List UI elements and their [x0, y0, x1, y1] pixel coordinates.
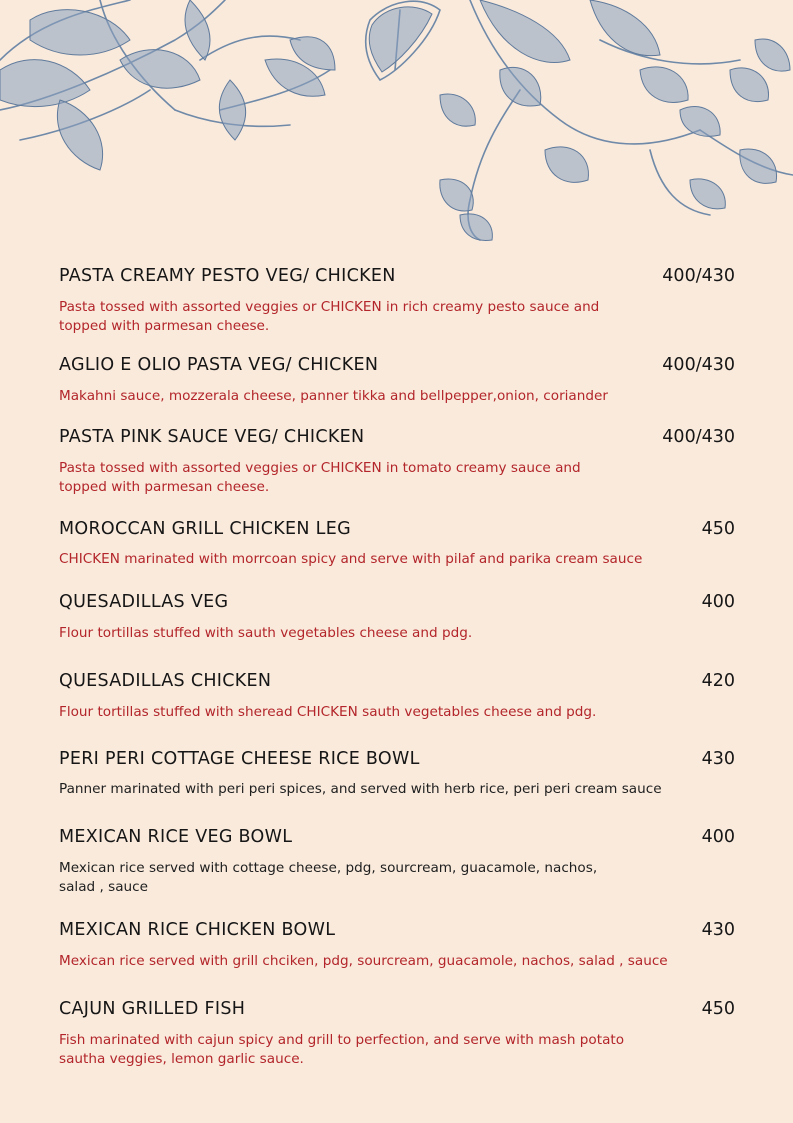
item-description: Fish marinated with cajun spicy and grill to perfection, and serve with mash potato sautha veggies, lemon garlic sauce. [59, 1032, 625, 1067]
item-description: Flour tortillas stuffed with sauth vegetables cheese and pdg. [59, 625, 473, 641]
item-name: QUESADILLAS VEG [59, 592, 229, 612]
item-description: Mexican rice served with cottage cheese, pdg, sourcream, guacamole, nachos, salad , sauce [59, 860, 598, 895]
item-price: 450 [701, 999, 735, 1019]
item-price: 400/430 [662, 427, 735, 447]
item-price: 400/430 [662, 355, 735, 375]
item-description: Flour tortillas stuffed with sheread CHICKEN sauth vegetables cheese and pdg. [59, 704, 597, 720]
item-description: Pasta tossed with assorted veggies or CHICKEN in rich creamy pesto sauce and topped with parmesan cheese. [59, 299, 600, 334]
item-name: MEXICAN RICE VEG BOWL [59, 827, 293, 847]
item-price: 430 [701, 920, 735, 940]
item-description: Panner marinated with peri peri spices, and served with herb rice, peri peri cream sauce [59, 781, 662, 797]
item-name: PASTA CREAMY PESTO VEG/ CHICKEN [59, 266, 396, 286]
item-name: QUESADILLAS CHICKEN [59, 671, 272, 691]
floral-illustration-icon [0, 0, 793, 250]
item-name: PERI PERI COTTAGE CHEESE RICE BOWL [59, 749, 420, 769]
item-description: CHICKEN marinated with morrcoan spicy and serve with pilaf and parika cream sauce [59, 551, 643, 567]
item-description: Pasta tossed with assorted veggies or CHICKEN in tomato creamy sauce and topped with parmesan cheese. [59, 460, 581, 495]
item-name: CAJUN GRILLED FISH [59, 999, 246, 1019]
item-description: Makahni sauce, mozzerala cheese, panner tikka and bellpepper,onion, coriander [59, 388, 608, 404]
item-name: MEXICAN RICE CHICKEN BOWL [59, 920, 336, 940]
item-name: MOROCCAN GRILL CHICKEN LEG [59, 519, 351, 539]
item-price: 420 [701, 671, 735, 691]
item-name: AGLIO E OLIO PASTA VEG/ CHICKEN [59, 355, 379, 375]
item-price: 430 [701, 749, 735, 769]
item-price: 400 [701, 827, 735, 847]
item-name: PASTA PINK SAUCE VEG/ CHICKEN [59, 427, 365, 447]
item-description: Mexican rice served with grill chciken, pdg, sourcream, guacamole, nachos, salad , sauce [59, 953, 668, 969]
item-price: 400 [701, 592, 735, 612]
item-price: 400/430 [662, 266, 735, 286]
item-price: 450 [701, 519, 735, 539]
